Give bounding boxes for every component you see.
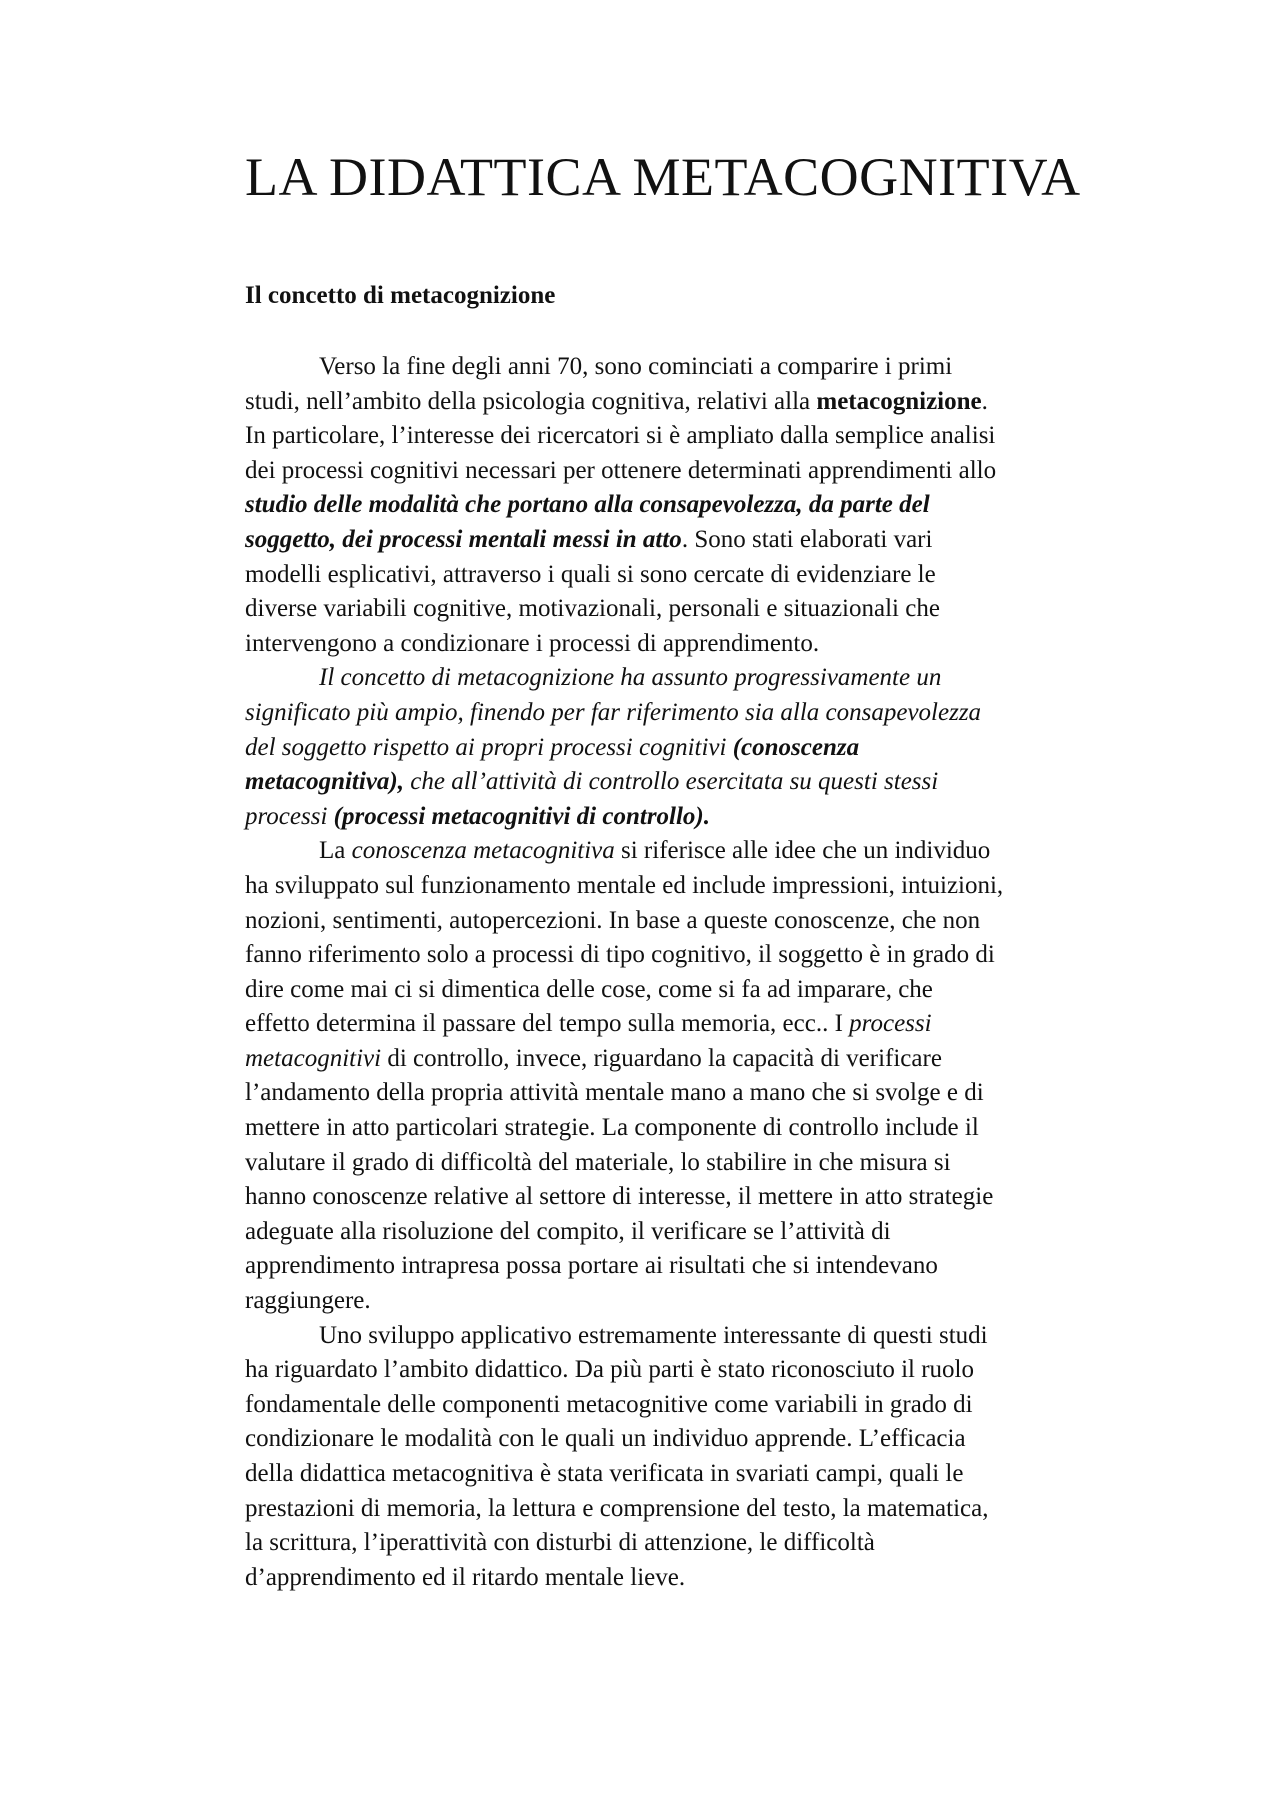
paragraph-3 [245,834,1165,1318]
text-line [245,1042,1165,1077]
text-line: fondamentale delle componenti metacognitive come variabili in grado di [245,1390,973,1418]
text-span: La [319,837,352,865]
text-line: hanno conoscenze relative al settore di interesse, il mettere in atto strategie [245,1183,994,1211]
text-span: si riferisce alle idee che un individuo [614,837,991,865]
italic-text: Il concetto di metacognizione ha assunto progressivamente un [319,664,942,692]
text-span: effetto determina il passare del tempo sulla memoria, ecc.. I [245,1010,850,1038]
text-line [245,1007,1165,1042]
text-line: ha riguardato l’ambito didattico. Da più parti è stato riconosciuto il ruolo [245,1356,974,1384]
text-line: apprendimento intrapresa possa portare ai risultati che si intendevano [245,1252,938,1280]
text-line: Uno sviluppo applicativo estremamente interessante di questi studi [319,1321,988,1349]
text-line [245,834,1165,869]
text-line: intervengono a condizionare i processi di apprendimento. [245,629,820,657]
text-line [245,661,1165,696]
bold-italic-text: (conoscenza [732,733,860,761]
paragraph-4 [245,1319,1165,1596]
italic-text: significato più ampio, finendo per far riferimento sia alla consapevolezza [245,698,982,726]
text-line [245,765,1165,800]
text-line: adeguate alla risoluzione del compito, il verificare se l’attività di [245,1217,891,1245]
text-span: . Sono stati elaborati vari [681,525,933,553]
bold-italic-text: soggetto, dei processi mentali messi in atto [245,525,682,553]
section-heading: Il concetto di metacognizione [245,282,556,309]
text-line: dire come mai ci si dimentica delle cose, come si fa ad imparare, che [245,975,933,1003]
paragraph-2 [245,661,1165,834]
text-line: fanno riferimento solo a processi di tipo cognitivo, il soggetto è in grado di [245,941,995,969]
text-line: raggiungere. [245,1287,371,1315]
text-line: mettere in atto particolari strategie. La componente di controllo include il [245,1114,979,1142]
text-line [245,385,1165,420]
text-span: . [981,387,988,415]
document-body [245,350,1165,1595]
paragraph-1 [245,350,1165,661]
text-line: In particolare, l’interesse dei ricercatori si è ampliato dalla semplice analisi [245,422,996,450]
text-line [245,731,1165,766]
italic-text: processi [245,802,334,830]
text-line: diverse variabili cognitive, motivazionali, personali e situazionali che [245,595,940,623]
text-line [245,523,1165,558]
text-line: l’andamento della propria attività mentale mano a mano che si svolge e di [245,1079,984,1107]
text-line: dei processi cognitivi necessari per ottenere determinati apprendimenti allo [245,456,997,484]
bold-italic-text: studio delle modalità che portano alla consapevolezza, da parte del [245,491,930,519]
text-line [245,800,1165,835]
text-span: studi, nell’ambito della psicologia cognitiva, relativi alla [245,387,817,415]
italic-text: del soggetto rispetto ai propri processi cognitivi [245,733,733,761]
text-line: nozioni, sentimenti, autopercezioni. In base a queste conoscenze, che non [245,906,981,934]
italic-term: metacognitivi [245,1044,382,1072]
text-line: la scrittura, l’iperattività con disturbi di attenzione, le difficoltà [245,1529,875,1557]
bold-italic-text: (processi metacognitivi di controllo). [333,802,711,830]
bold-italic-text: metacognitiva), [245,768,404,796]
text-line: della didattica metacognitiva è stata verificata in svariati campi, quali le [245,1460,964,1487]
text-line: condizionare le modalità con le quali un individuo apprende. L’efficacia [245,1425,966,1453]
bold-term: metacognizione [816,387,982,415]
text-line [245,488,1165,523]
text-line: Verso la fine degli anni 70, sono cominciati a comparire i primi [319,353,953,380]
text-line: ha sviluppato sul funzionamento mentale ed include impressioni, intuizioni, [245,871,1004,899]
text-line: modelli esplicativi, attraverso i quali si sono cercate di evidenziare le [245,560,936,588]
italic-term: processi [849,1010,932,1038]
text-line: valutare il grado di difficoltà del materiale, lo stabilire in che misura si [245,1148,951,1176]
document-title: LA DIDATTICA METACOGNITIVA [245,147,1081,207]
italic-text: che all’attività di controllo esercitata su questi stessi [404,768,939,796]
text-line: prestazioni di memoria, la lettura e comprensione del testo, la matematica, [245,1494,989,1522]
text-line [245,696,1165,731]
text-span: di controllo, invece, riguardano la capacità di verificare [381,1044,942,1072]
italic-term: conoscenza metacognitiva [351,837,615,865]
text-line: d’apprendimento ed il ritardo mentale lieve. [245,1563,686,1591]
